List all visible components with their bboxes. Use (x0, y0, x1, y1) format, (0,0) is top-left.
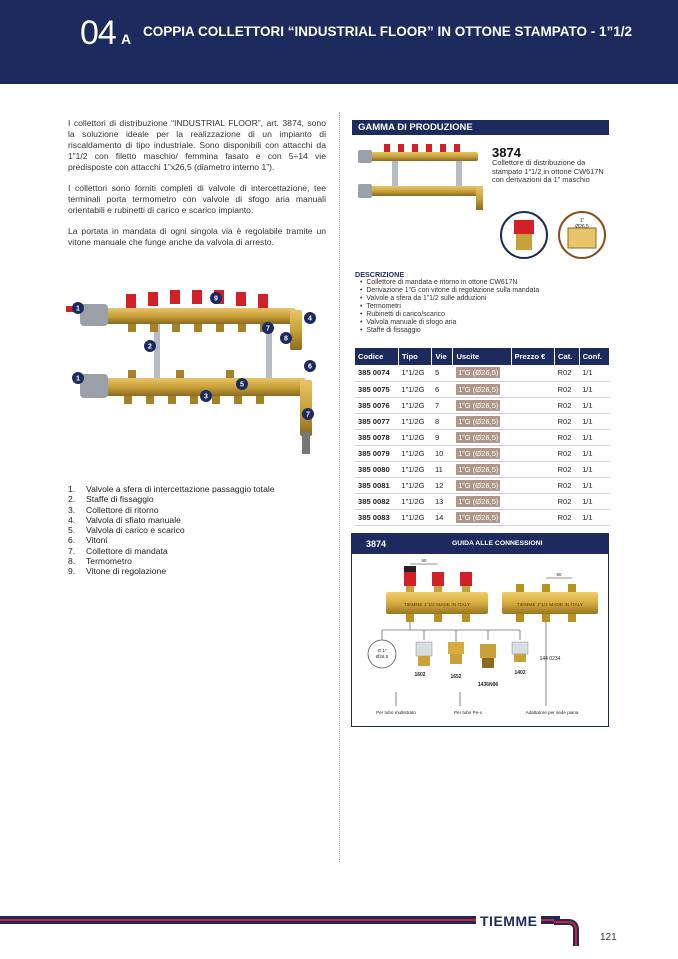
callout-5 (236, 378, 248, 390)
svg-text:3: 3 (204, 393, 208, 401)
cell-uscite: 1”G (Ø26,5) (453, 510, 511, 526)
fitting-code-1602: 1602 (414, 672, 426, 678)
table-header-row (355, 348, 610, 365)
callout-4 (304, 312, 316, 324)
cell-cat: R02 (555, 381, 580, 397)
supply-manifold (96, 308, 296, 324)
section-bar-gamma: GAMMA DI PRODUZIONE (352, 120, 609, 135)
cell-vie: 12 (432, 478, 453, 494)
svg-text:6: 6 (308, 363, 312, 371)
cell-prezzo (511, 397, 554, 413)
svg-text:1: 1 (76, 375, 80, 383)
ball-valve-bottom (80, 374, 108, 398)
cell-codice: 385 0080 (355, 462, 398, 478)
cell-prezzo (511, 510, 554, 526)
cell-tipo: 1”1/2G (398, 462, 432, 478)
callout-1-top (72, 302, 84, 314)
legend-item: 8. Termometro (68, 556, 132, 567)
cell-prezzo (511, 494, 554, 510)
list-item: • Staffe di fissaggio (360, 327, 539, 335)
cell-codice: 385 0077 (355, 413, 398, 429)
legend-item: 9. Vitone di regolazione (68, 566, 167, 577)
column-header-codice: Codice (355, 348, 398, 365)
cell-conf: 1/1 (579, 413, 609, 429)
cell-prezzo (511, 365, 554, 381)
cell-vie: 9 (432, 429, 453, 445)
fitting-code-1440234: 144 0234 (539, 656, 561, 662)
cell-cat: R02 (555, 478, 580, 494)
cell-vie: 7 (432, 397, 453, 413)
product-code: 3874 (492, 145, 521, 160)
cell-prezzo (511, 478, 554, 494)
fitting-code-1402: 1402 (514, 670, 526, 676)
table-row (355, 478, 610, 494)
cell-vie: 13 (432, 494, 453, 510)
component-legend (68, 484, 275, 577)
list-item: • Collettore di mandata e ritorno in ottone CW617N (360, 279, 539, 287)
cell-prezzo (511, 381, 554, 397)
legend-item: 1. Valvole a sfera di intercettazione passaggio totale (68, 484, 275, 494)
page-number: 121 (600, 932, 617, 943)
cell-tipo: 1”1/2G (398, 365, 432, 381)
svg-text:9: 9 (214, 295, 218, 303)
cell-cat: R02 (555, 462, 580, 478)
section-letter: A (121, 31, 132, 47)
legend-item: 5. Valvola di carico e scarico (68, 525, 185, 536)
ball-valve-top (80, 304, 108, 326)
legend-item: 4. Valvola di sfiato manuale (68, 514, 181, 525)
fitting-diameter-label: Ø26,5 (375, 654, 389, 659)
cell-conf: 1/1 (579, 462, 609, 478)
intro-paragraph-2: I collettori sono forniti completi di valvole di intercettazione, tee terminali porta termometro con valvole di sfogo aria manuali orientabili e rubinetti di carico e scarico impianto. (68, 183, 326, 215)
page-title: COPPIA COLLETTORI “INDUSTRIAL FLOOR” IN OTTONE STAMPATO - 1”1/2 (143, 24, 633, 39)
manifold-stamp-left: TIEMME 1”1/2 MADE IN ITALY (403, 603, 471, 608)
table-row (355, 365, 610, 381)
connection-diagram (360, 558, 604, 724)
legend-item: 2. Staffe di fissaggio (68, 494, 154, 505)
cell-conf: 1/1 (579, 397, 609, 413)
callout-8 (280, 332, 292, 344)
svg-text:2: 2 (148, 343, 152, 351)
table-row (355, 397, 610, 413)
column-header-tipo: Tipo (398, 348, 432, 365)
svg-text:7: 7 (266, 325, 270, 333)
svg-text:5: 5 (240, 381, 244, 389)
cell-codice: 385 0079 (355, 445, 398, 461)
table-row (355, 494, 610, 510)
cell-vie: 11 (432, 462, 453, 478)
svg-text:7: 7 (306, 411, 310, 419)
cell-codice: 385 0082 (355, 494, 398, 510)
description-list (360, 279, 539, 335)
cell-codice: 385 0083 (355, 510, 398, 526)
guide-title: GUIDA ALLE CONNESSIONI (452, 540, 543, 547)
detail-label-diameter: Ø26,5 (575, 224, 589, 230)
cell-prezzo (511, 429, 554, 445)
cell-uscite: 1”G (Ø26,5) (453, 397, 511, 413)
table-row (355, 510, 610, 526)
cell-cat: R02 (555, 445, 580, 461)
supply-outlets (128, 324, 268, 332)
cell-uscite: 1”G (Ø26,5) (453, 381, 511, 397)
callout-2 (144, 340, 156, 352)
cell-cat: R02 (555, 413, 580, 429)
cell-uscite: 1”G (Ø26,5) (453, 365, 511, 381)
cell-conf: 1/1 (579, 429, 609, 445)
cell-tipo: 1”1/2G (398, 413, 432, 429)
cell-tipo: 1”1/2G (398, 381, 432, 397)
regulating-vitons (126, 290, 268, 308)
cell-tipo: 1”1/2G (398, 397, 432, 413)
table-row (355, 413, 610, 429)
cell-conf: 1/1 (579, 478, 609, 494)
drain-valve (302, 432, 310, 454)
column-divider (339, 112, 340, 862)
column-header-cat: Cat. (555, 348, 580, 365)
intro-paragraph-1: I collettori di distribuzione “INDUSTRIAL FLOOR”, art. 3874, sono la soluzione ideale per la realizzazione di un impianto di riscaldamento di tipo industriale. Sono disponibili con attacchi da 1”1/2 con filetto maschio/ femmina fasato e con 5÷14 vie predisposte con attacchi 1”x26,5 (diametro interno 1”). (68, 118, 326, 172)
guide-header (352, 534, 608, 554)
cell-tipo: 1”1/2G (398, 494, 432, 510)
column-header-uscite: Uscite (453, 348, 511, 365)
connection-guide (351, 533, 609, 727)
cell-uscite: 1”G (Ø26,5) (453, 494, 511, 510)
caption-adattatore: Adattatore per sede piana (525, 710, 579, 715)
dimension-right: 60 (556, 572, 562, 577)
svg-text:1: 1 (76, 305, 80, 313)
cell-uscite: 1”G (Ø26,5) (453, 413, 511, 429)
callout-6 (304, 360, 316, 372)
cell-codice: 385 0076 (355, 397, 398, 413)
cell-codice: 385 0078 (355, 429, 398, 445)
cell-prezzo (511, 462, 554, 478)
description-title: DESCRIZIONE (355, 270, 405, 279)
product-photo (356, 140, 488, 216)
cell-conf: 1/1 (579, 365, 609, 381)
list-item: • Valvola manuale di sfogo aria (360, 319, 539, 327)
product-codes-table (355, 348, 610, 526)
table-row (355, 381, 610, 397)
table-row (355, 429, 610, 445)
manifold-pair-illustration (66, 282, 328, 462)
detail-label-thread: 1” (579, 218, 585, 224)
callout-3 (200, 390, 212, 402)
callout-7-bottom (302, 408, 314, 420)
brand-logo: TIEMME (476, 913, 541, 929)
cell-codice: 385 0081 (355, 478, 398, 494)
cell-tipo: 1”1/2G (398, 510, 432, 526)
product-description: Collettore di distribuzione da stampato 1”1/2 in ottone CW617N con derivazioni da 1” maschio (492, 158, 604, 185)
svg-text:4: 4 (308, 315, 312, 323)
cell-prezzo (511, 445, 554, 461)
caption-multistrato: Per tubo multistrato (376, 710, 416, 715)
dimension-left: 60 (421, 558, 427, 563)
terminal-tee-bottom (300, 380, 312, 436)
cell-tipo: 1”1/2G (398, 445, 432, 461)
column-header-prezzo: Prezzo € (511, 348, 554, 365)
fitting-code-1436N06: 1436N06 (477, 682, 499, 688)
cell-vie: 5 (432, 365, 453, 381)
svg-text:8: 8 (284, 335, 288, 343)
cell-prezzo (511, 413, 554, 429)
cell-conf: 1/1 (579, 494, 609, 510)
table-row (355, 462, 610, 478)
cell-uscite: 1”G (Ø26,5) (453, 462, 511, 478)
table-row (355, 445, 610, 461)
guide-code: 3874 (366, 539, 387, 549)
list-item: • Derivazione 1”G con vitone di regolazione sulla mandata (360, 287, 539, 295)
callout-9 (210, 292, 222, 304)
cell-uscite: 1”G (Ø26,5) (453, 478, 511, 494)
callout-1-bottom (72, 372, 84, 384)
cell-cat: R02 (555, 510, 580, 526)
cell-conf: 1/1 (579, 510, 609, 526)
cell-vie: 10 (432, 445, 453, 461)
cell-conf: 1/1 (579, 381, 609, 397)
cell-cat: R02 (555, 494, 580, 510)
list-item: • Valvole a sfera da 1”1/2 sulle adduzioni (360, 295, 539, 303)
cell-cat: R02 (555, 365, 580, 381)
legend-item: 3. Collettore di ritorno (68, 504, 159, 515)
column-header-vie: Vie (432, 348, 453, 365)
cell-vie: 14 (432, 510, 453, 526)
cell-cat: R02 (555, 429, 580, 445)
cell-vie: 6 (432, 381, 453, 397)
fitting-thread-label: G 1” (377, 648, 387, 653)
intro-paragraph-3: La portata in mandata di ogni singola via è regolabile tramite un vitone manuale che funge anche da valvola di arresto. (68, 226, 326, 247)
cell-cat: R02 (555, 397, 580, 413)
column-header-conf: Conf. (579, 348, 609, 365)
cell-uscite: 1”G (Ø26,5) (453, 429, 511, 445)
manifold-stamp-right: TIEMME 1”1/2 MADE IN ITALY (516, 603, 584, 608)
fitting-code-1652: 1652 (450, 674, 462, 680)
list-item: • Rubinetti di carico/scarico (360, 311, 539, 319)
section-number: 04 (80, 14, 116, 52)
cell-vie: 8 (432, 413, 453, 429)
cell-tipo: 1”1/2G (398, 429, 432, 445)
brand-logo-mark (554, 916, 584, 946)
legend-item: 7. Collettore di mandata (68, 545, 168, 556)
cell-codice: 385 0075 (355, 381, 398, 397)
cell-codice: 385 0074 (355, 365, 398, 381)
cell-conf: 1/1 (579, 445, 609, 461)
caption-pex: Per tubo Pe-x (453, 710, 483, 715)
legend-item: 6. Vitoni (68, 535, 108, 546)
callout-7-top (262, 322, 274, 334)
list-item: • Termometri (360, 303, 539, 311)
cell-tipo: 1”1/2G (398, 478, 432, 494)
cell-uscite: 1”G (Ø26,5) (453, 445, 511, 461)
terminal-tee-top (290, 310, 302, 350)
intro-text (68, 118, 326, 258)
page-header (0, 0, 678, 84)
outlet-detail-images (498, 210, 606, 260)
